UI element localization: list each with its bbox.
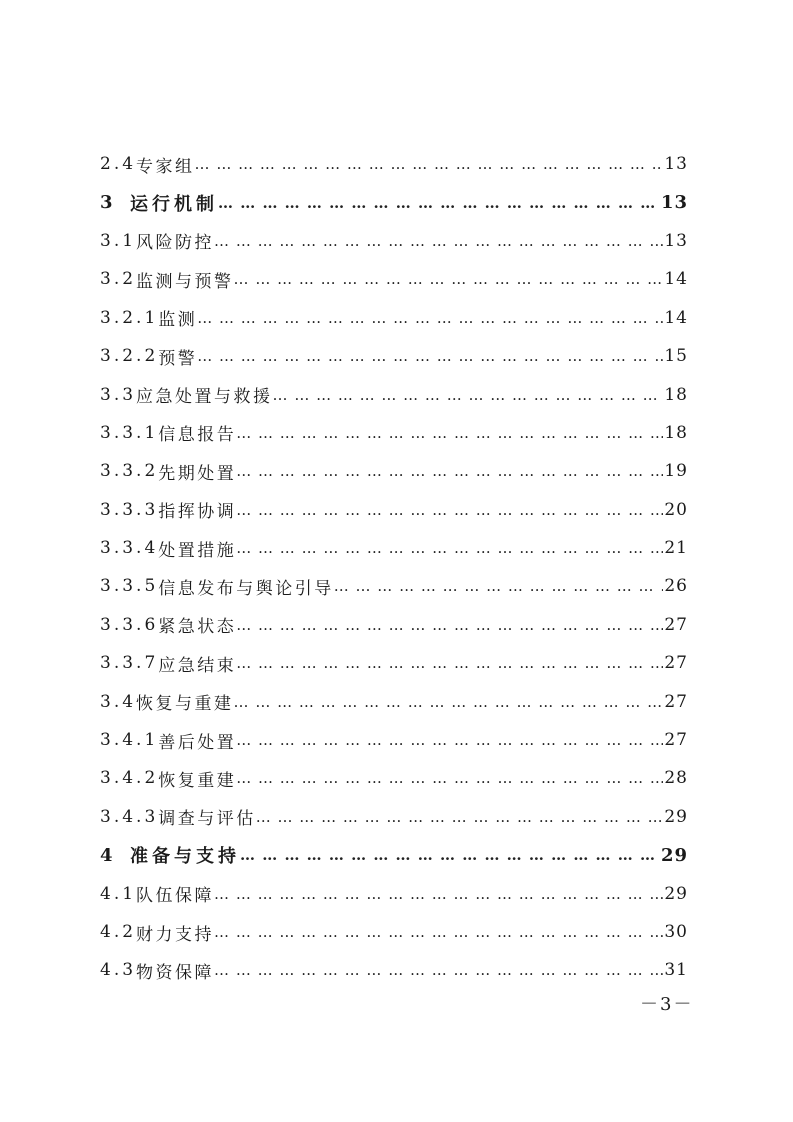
toc-entry-title: 监测与预警 bbox=[136, 267, 234, 292]
toc-entry-page: 18 bbox=[664, 384, 688, 405]
toc-entry[interactable] bbox=[100, 260, 688, 298]
toc-leader-dots bbox=[236, 731, 663, 749]
toc-entry[interactable] bbox=[100, 913, 688, 951]
toc-entry-number: 4.2 bbox=[100, 922, 137, 942]
toc-entry-title: 准备与支持 bbox=[130, 842, 240, 868]
toc-entry-page: 14 bbox=[664, 307, 688, 328]
toc-entry-number: 3.1 bbox=[100, 230, 137, 251]
toc-leader-dots bbox=[197, 347, 663, 365]
toc-entry-page: 13 bbox=[660, 192, 688, 214]
toc-entry[interactable] bbox=[100, 682, 688, 720]
toc-entry[interactable] bbox=[100, 721, 688, 759]
toc-leader-dots bbox=[214, 232, 663, 250]
toc-entry-number: 3.3 bbox=[100, 384, 137, 405]
toc-leader-dots bbox=[236, 501, 663, 519]
toc-entry-number: 3.4.2 bbox=[100, 768, 159, 789]
toc-entry-page: 26 bbox=[664, 576, 688, 597]
toc-entry-page: 30 bbox=[664, 922, 688, 942]
toc-entry-title: 预警 bbox=[158, 344, 197, 369]
toc-leader-dots bbox=[236, 769, 663, 787]
toc-entry-page: 28 bbox=[664, 768, 688, 789]
toc-entry-title: 调查与评估 bbox=[158, 804, 256, 829]
toc-entry-number: 3.3.3 bbox=[100, 499, 159, 520]
toc-entry[interactable] bbox=[100, 299, 688, 337]
toc-leader-dots bbox=[236, 424, 663, 442]
toc-entry-page: 21 bbox=[664, 538, 688, 559]
toc-entry-page: 27 bbox=[664, 730, 688, 751]
toc-entry-number: 3 bbox=[100, 192, 130, 213]
toc-leader-dots bbox=[334, 577, 664, 595]
toc-entry-number: 4.3 bbox=[100, 960, 137, 981]
toc-entry-title: 风险防控 bbox=[136, 228, 214, 253]
toc-entry-title: 信息发布与舆论引导 bbox=[158, 574, 334, 599]
toc-entry-page: 27 bbox=[664, 653, 688, 674]
toc-entry[interactable] bbox=[100, 145, 688, 183]
toc-entry[interactable] bbox=[100, 874, 688, 912]
toc-entry[interactable] bbox=[100, 798, 688, 836]
toc-entry-number: 3.4.3 bbox=[100, 806, 159, 827]
toc-leader-dots bbox=[240, 846, 660, 864]
toc-leader-dots bbox=[218, 194, 660, 212]
toc-entry-number: 3.3.4 bbox=[100, 538, 159, 559]
toc-entry-title: 紧急状态 bbox=[158, 612, 236, 637]
toc-leader-dots bbox=[236, 462, 663, 480]
toc-entry[interactable] bbox=[100, 567, 688, 605]
toc-entry[interactable] bbox=[100, 222, 688, 260]
toc-entry-number: 3.4 bbox=[100, 691, 137, 712]
toc-leader-dots bbox=[234, 693, 664, 711]
toc-entry-title: 监测 bbox=[158, 305, 197, 330]
toc-entry[interactable] bbox=[100, 337, 688, 375]
toc-leader-dots bbox=[234, 270, 664, 288]
toc-entry-number: 3.4.1 bbox=[100, 730, 159, 751]
toc-entry-title: 指挥协调 bbox=[158, 497, 236, 522]
toc-entry-title: 应急处置与救援 bbox=[136, 382, 273, 407]
toc-entry-page: 14 bbox=[664, 269, 688, 290]
toc-entry-number: 3.3.2 bbox=[100, 461, 159, 482]
toc-leader-dots bbox=[236, 539, 663, 557]
toc-entry-title: 运行机制 bbox=[130, 190, 218, 216]
toc-entry-number: 3.2 bbox=[100, 269, 137, 290]
toc-entry-title: 应急结束 bbox=[158, 651, 236, 676]
toc-leader-dots bbox=[197, 309, 663, 327]
toc-entry-page: 29 bbox=[664, 806, 688, 827]
toc-entry[interactable] bbox=[100, 491, 688, 529]
toc-leader-dots bbox=[195, 155, 664, 173]
toc-entry-page: 27 bbox=[664, 691, 688, 712]
toc-entry-page: 20 bbox=[664, 499, 688, 520]
toc-entry-number: 3.3.7 bbox=[100, 653, 159, 674]
toc-entry-number: 3.3.5 bbox=[100, 576, 159, 597]
toc-entry-title: 物资保障 bbox=[136, 958, 214, 983]
toc-leader-dots bbox=[214, 961, 663, 979]
toc-leader-dots bbox=[273, 386, 664, 404]
toc-entry-number: 3.2.1 bbox=[100, 307, 159, 328]
toc-entry-title: 财力支持 bbox=[136, 920, 214, 945]
toc-entry[interactable] bbox=[100, 606, 688, 644]
toc-entry-title: 处置措施 bbox=[158, 536, 236, 561]
toc-entry[interactable] bbox=[100, 414, 688, 452]
toc-entry-page: 19 bbox=[664, 461, 688, 482]
toc-entry[interactable] bbox=[100, 529, 688, 567]
table-of-contents bbox=[100, 145, 688, 990]
toc-entry-number: 4 bbox=[100, 845, 130, 866]
toc-entry-title: 善后处置 bbox=[158, 728, 236, 753]
toc-entry-number: 3.2.2 bbox=[100, 346, 159, 367]
toc-entry-page: 18 bbox=[664, 422, 688, 443]
toc-entry-page: 15 bbox=[664, 346, 688, 367]
toc-entry-number: 3.3.1 bbox=[100, 422, 159, 443]
toc-entry[interactable] bbox=[100, 183, 688, 221]
toc-entry-page: 13 bbox=[664, 230, 688, 251]
toc-entry-title: 专家组 bbox=[136, 152, 195, 177]
toc-entry-number: 4.1 bbox=[100, 883, 137, 904]
page-number: －3－ bbox=[640, 994, 694, 1015]
toc-entry[interactable] bbox=[100, 644, 688, 682]
toc-entry-page: 27 bbox=[664, 614, 688, 635]
toc-entry-number: 3.3.6 bbox=[100, 614, 159, 635]
toc-entry-title: 信息报告 bbox=[158, 420, 236, 445]
toc-leader-dots bbox=[214, 885, 663, 903]
toc-entry[interactable] bbox=[100, 836, 688, 874]
toc-entry-page: 31 bbox=[664, 960, 688, 981]
toc-leader-dots bbox=[236, 616, 663, 634]
toc-entry-title: 恢复重建 bbox=[158, 766, 236, 791]
toc-leader-dots bbox=[236, 654, 663, 672]
toc-entry-number: 2.4 bbox=[100, 154, 137, 175]
toc-entry[interactable] bbox=[100, 951, 688, 989]
toc-entry-title: 队伍保障 bbox=[136, 881, 214, 906]
toc-entry[interactable] bbox=[100, 375, 688, 413]
toc-entry-title: 恢复与重建 bbox=[136, 689, 234, 714]
toc-entry[interactable] bbox=[100, 452, 688, 490]
toc-entry-page: 13 bbox=[664, 154, 688, 175]
toc-entry-page: 29 bbox=[664, 883, 688, 904]
toc-entry-page: 29 bbox=[660, 844, 688, 866]
toc-leader-dots bbox=[256, 808, 664, 826]
toc-entry[interactable] bbox=[100, 759, 688, 797]
toc-entry-title: 先期处置 bbox=[158, 459, 236, 484]
toc-leader-dots bbox=[214, 923, 663, 941]
